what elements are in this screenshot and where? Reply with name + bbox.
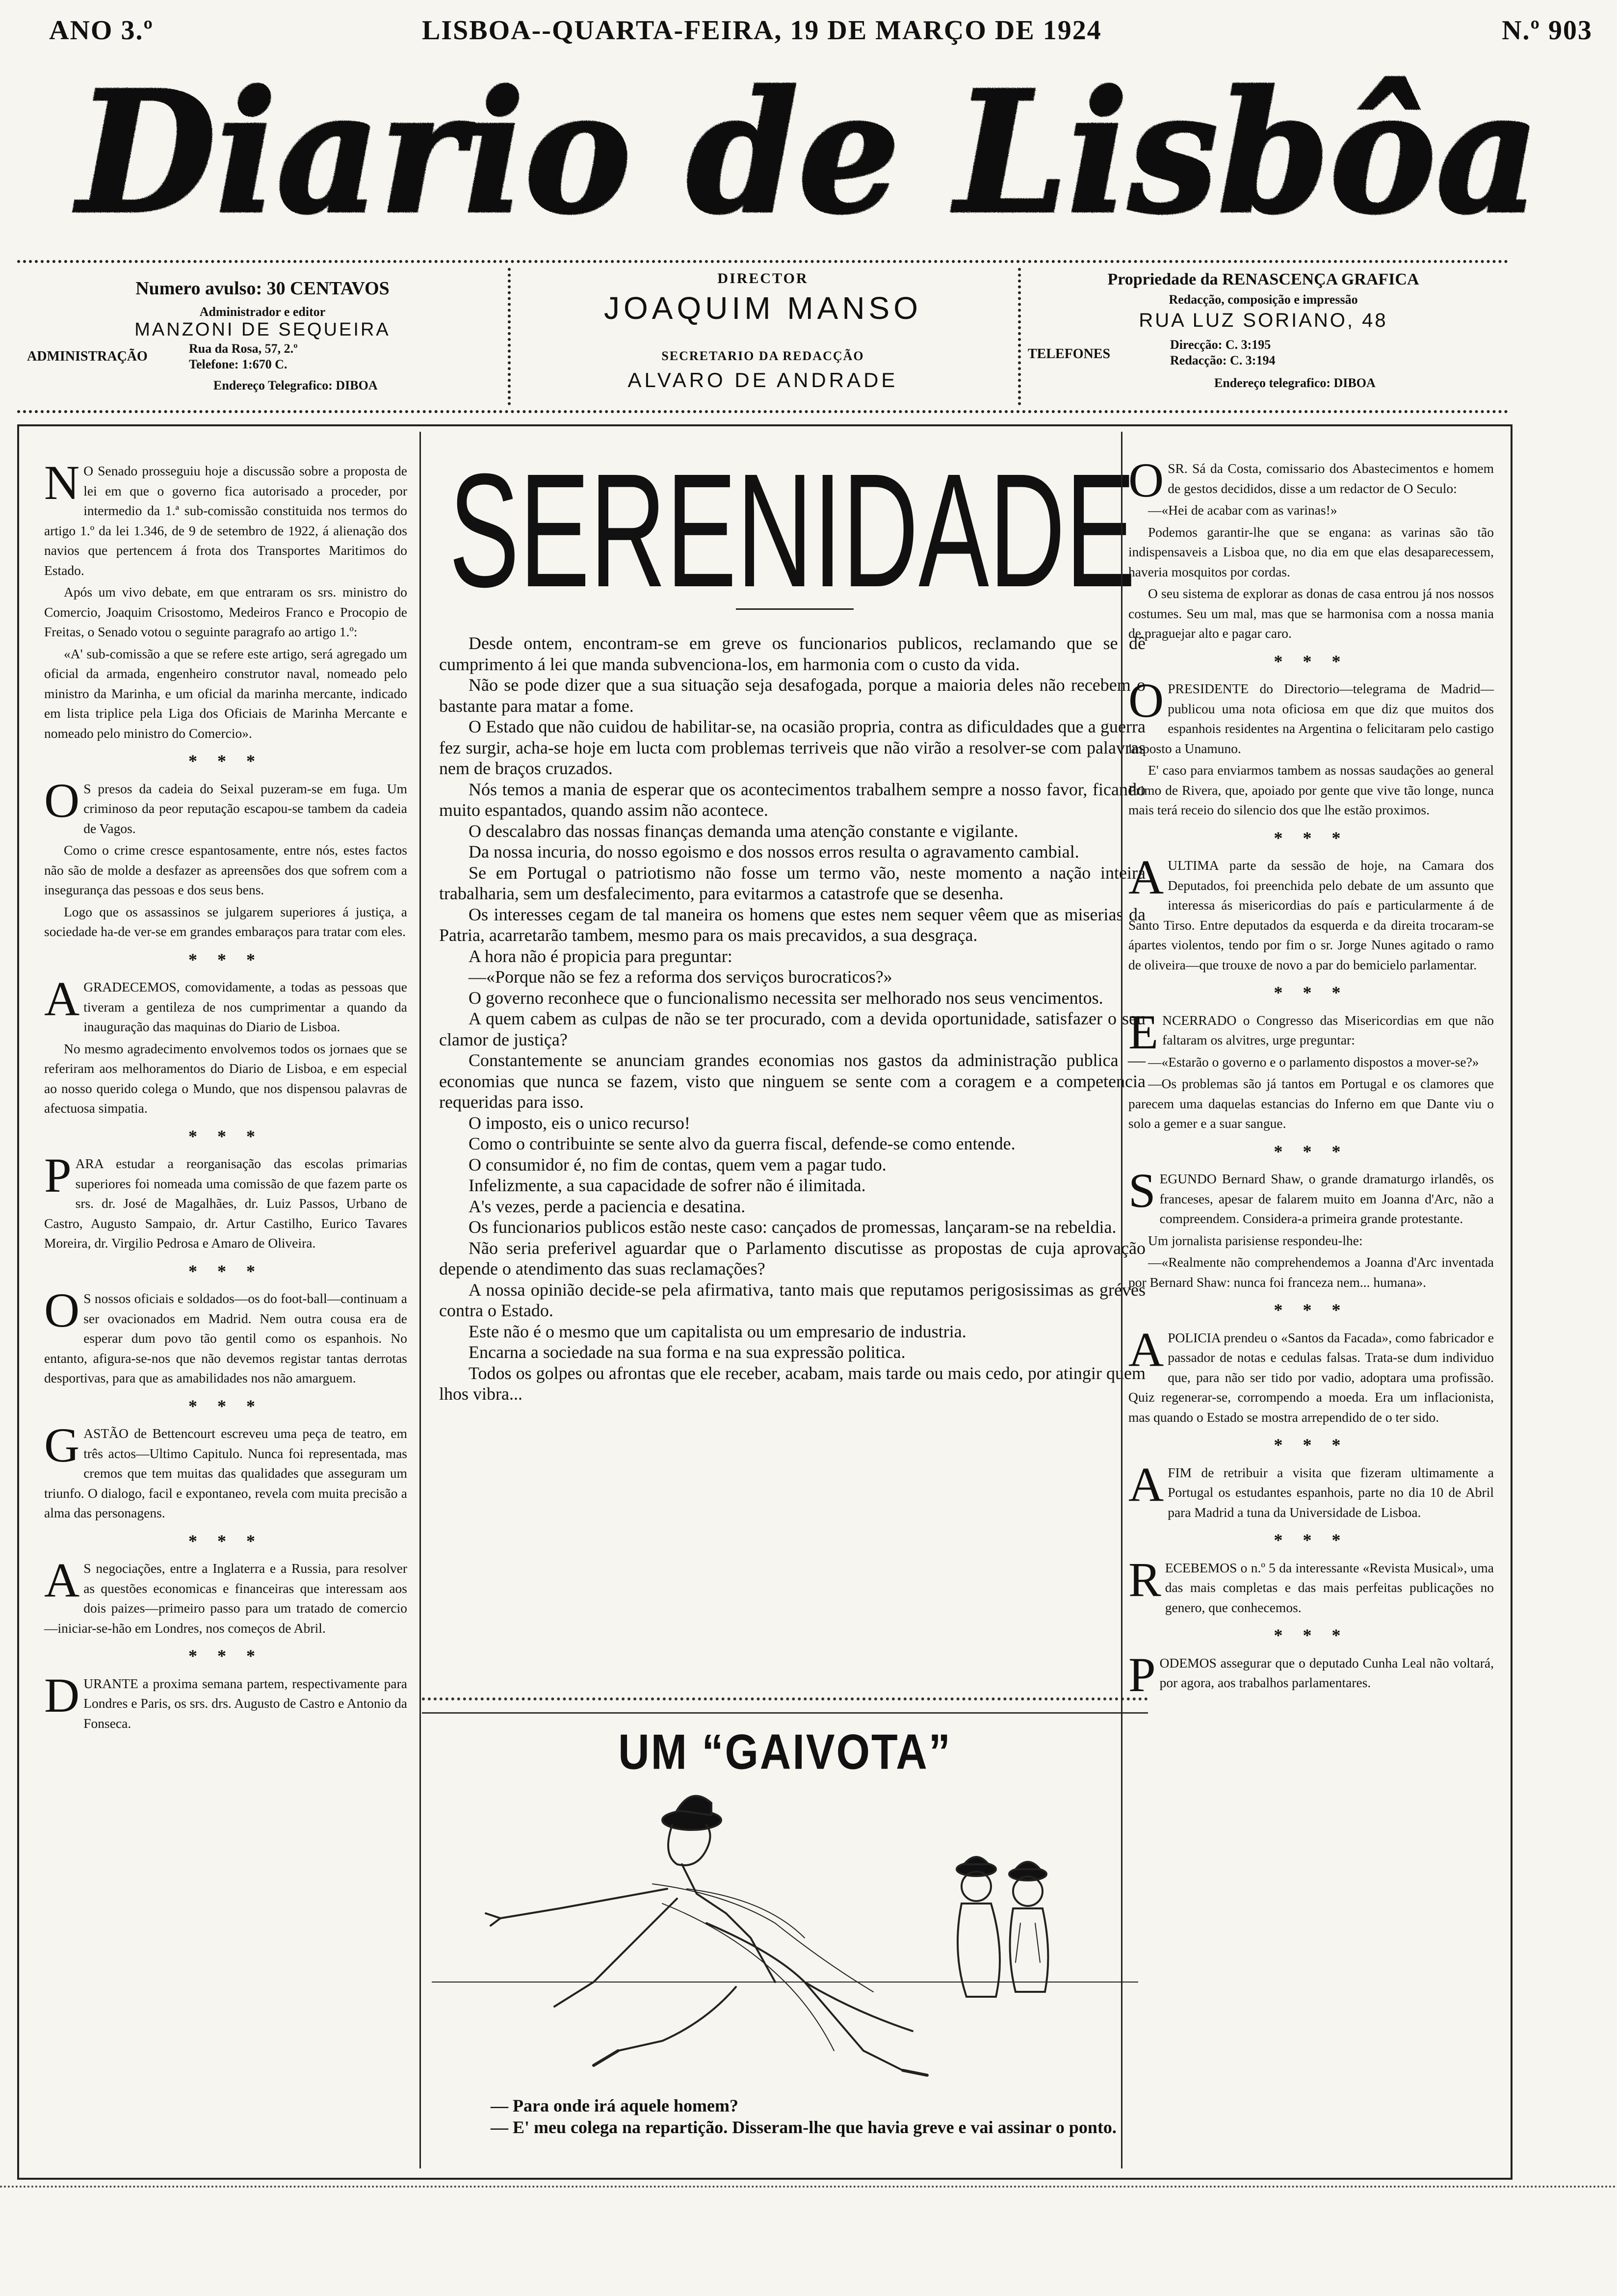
caption-line: — E' meu colega na repartição. Disseram-lhe que havia greve e vai assinar o ponto. xyxy=(491,2117,1117,2137)
drop-cap: P xyxy=(1128,1647,1156,1702)
info-left xyxy=(27,263,498,410)
drop-cap: A xyxy=(1128,1322,1164,1377)
editorial-paragraph: Como o contribuinte se sente alvo da guerra fiscal, defende-se como entende. xyxy=(469,1134,1016,1153)
news-item-text: ULTIMA parte da sessão de hoje, na Camara dos Deputados, foi preenchida pelo debate de um assunto que interessa ás misericordias do país e particularmente á de Santo Tirso. Entre deputados da esquerda e da direita trocaram-se ápartes violentos, tendo por fim o sr. Jorge Nunes agitado o ramo de oliveira—que trouxe de novo a par do bemicielo parlamentar. xyxy=(1128,858,1494,972)
drop-cap: E xyxy=(1128,1004,1159,1059)
news-item xyxy=(1128,1457,1494,1523)
news-item xyxy=(44,1418,407,1523)
admin-address: Rua da Rosa, 57, 2.º xyxy=(189,341,298,356)
editorial-title-text: SERENIDADE xyxy=(449,446,1136,603)
editorial-paragraph: Este não é o mesmo que um capitalista ou um empresario de industria. xyxy=(469,1321,966,1341)
news-paragraph: —«Estarão o governo e o parlamento dispostos a mover-se?» xyxy=(1148,1054,1479,1070)
drop-cap: A xyxy=(1128,850,1164,904)
drop-cap: R xyxy=(1128,1552,1161,1607)
admin-phone: Telefone: 1:670 C. xyxy=(189,357,287,371)
dateline: LISBOA--QUARTA-FEIRA, 19 DE MARÇO DE 1924 xyxy=(422,15,1102,46)
news-item xyxy=(44,1668,407,1734)
editorial-paragraph: A's vezes, perde a paciencia e desatina. xyxy=(469,1196,746,1216)
section-separator: * * * xyxy=(188,1396,263,1416)
redaction-address: RUA LUZ SORIANO, 48 xyxy=(1139,310,1388,331)
editorial-paragraph: O Estado que não cuidou de habilitar-se, na ocasião propria, contra as dificuldades que a guerra fez surgir, acha-se hoje em lucta com problemas terriveis que não virão a resolver-se com palavras nem de braços cruzados. xyxy=(439,717,1146,778)
section-separator: * * * xyxy=(1274,1625,1349,1645)
editorial-paragraph: O imposto, eis o unico recurso! xyxy=(469,1113,690,1133)
admin-label: Administrador e editor xyxy=(199,305,326,319)
editorial-paragraph: Encarna a sociedade na sua forma e na sua expressão politica. xyxy=(469,1342,906,1362)
director-name: JOAQUIM MANSO xyxy=(603,290,922,326)
news-item xyxy=(44,1283,407,1388)
phone-direction: Direcção: C. 3:195 xyxy=(1170,338,1271,352)
masthead xyxy=(0,49,1617,260)
editorial-paragraph: Não se pode dizer que a sua situação seja desafogada, porque a maioria deles não recebem o bastante para matar a fome. xyxy=(439,675,1146,716)
section-separator: * * * xyxy=(188,1261,263,1281)
info-separator xyxy=(1018,268,1021,405)
news-paragraph: Logo que os assassinos se julgarem superiores á justiça, a sociedade ha-de ver-se em grandes embaraços para tratar com eles. xyxy=(44,904,407,939)
editorial-paragraph: Se em Portugal o patriotismo não fosse um termo vão, neste momento a nação inteira trabalharia, sem um desfalecimento, para evitarmos a catastrofe que se desenha. xyxy=(439,862,1146,903)
section-separator: * * * xyxy=(188,751,263,771)
info-center xyxy=(518,263,1008,410)
news-item xyxy=(1128,1552,1494,1618)
admin-telegraph: Endereço Telegrafico: DIBOA xyxy=(213,378,378,392)
section-separator: * * * xyxy=(1274,1300,1349,1320)
volume-year: ANO 3.º xyxy=(49,15,154,46)
price: Numero avulso: 30 CENTAVOS xyxy=(135,278,390,299)
news-item xyxy=(1128,1647,1494,1702)
column-rule xyxy=(419,432,421,2168)
news-item-text: S negociações, entre a Inglaterra e a Russia, para resolver as questões economicas e financeiras que interessam aos dois paizes—primeiro passo para um tratado de comercio—iniciar-se-hão em Londres, nos começos de Abril. xyxy=(44,1561,407,1636)
drop-cap: S xyxy=(1128,1163,1156,1218)
drop-cap: A xyxy=(44,1553,80,1607)
editorial-paragraph: Não seria preferivel aguardar que o Parlamento discutisse as propostas de cuja aprovação depende o atendimento das suas reclamações? xyxy=(439,1238,1146,1278)
telefones-label: TELEFONES xyxy=(1028,346,1111,362)
news-paragraph: «A' sub-comissão a que se refere este artigo, será agregado um oficial da armada, engenheiro construtor naval, nomeado pelo ministro da Marinha, e um oficial da marinha mercante, indicado em lista triplice pela Liga dos Oficiais de Marinha Mercante e nomeado pelo ministro do Comercio». xyxy=(44,646,407,741)
footer-rule xyxy=(0,2186,1617,2188)
editorial-paragraph: Da nossa incuria, do nosso egoismo e dos nossos erros resulta o agravamento cambial. xyxy=(469,842,1079,861)
news-paragraph: Após um vivo debate, em que entraram os srs. ministro do Comercio, Joaquim Crisostomo, Medeiros Franco e Procopio de Freitas, o Senado votou o seguinte paragrafo ao artigo 1.º: xyxy=(44,584,407,639)
news-item-text: PRESIDENTE do Directorio—telegrama de Madrid—publicou uma nota oficiosa em que diz que muitos dos espanhois residentes na Argentina o felicitaram pelo castigo imposto a Unamuno. xyxy=(1128,681,1494,756)
news-item-text: ECEBEMOS o n.º 5 da interessante «Revista Musical», uma das mais completas e das mais perfeitas publicações no genero, que conhecemos. xyxy=(1165,1560,1494,1615)
title-rule xyxy=(736,608,854,610)
issue-number: N.º 903 xyxy=(1502,15,1592,46)
news-item-text: S presos da cadeia do Seixal puzeram-se em fuga. Um criminoso da peor reputação escapou-se tambem da cadeia de Vagos. xyxy=(83,781,407,836)
editorial-paragraph: Constantemente se anunciam grandes economias nos gastos da administração publica — economias que nunca se fazem, visto que ninguem se sente com a coragem e a competencia requeridas para isso. xyxy=(439,1050,1146,1112)
masthead-title: Diario de Lisbôa xyxy=(72,55,1540,251)
editorial-paragraph: Infelizmente, a sua capacidade de sofrer não é ilimitada. xyxy=(469,1175,866,1195)
info-band xyxy=(17,260,1509,413)
cartoon-caption xyxy=(491,2095,1148,2138)
cartoon-illustration xyxy=(432,1776,1138,2090)
news-item-text: S nossos oficiais e soldados—os do foot-ball—continuam a ser ovacionados em Madrid. Nem outra cousa era de esperar dum povo tão gentil como os espanhois. No entanto, afigura-se-nos que não devemos registar tantas derrotas desportivas, para que as amabilidades nos não amarguem. xyxy=(44,1291,407,1385)
editorial-paragraph: Desde ontem, encontram-se em greve os funcionarios publicos, reclamando que se dê cumprimento á lei que manda subvenciona-los, em harmonia com o custo da vida. xyxy=(439,633,1146,674)
news-item xyxy=(1128,1322,1494,1428)
info-right xyxy=(1028,263,1499,410)
news-item xyxy=(44,455,407,580)
section-separator: * * * xyxy=(188,1531,263,1551)
news-item-text: EGUNDO Bernard Shaw, o grande dramaturgo irlandês, os franceses, apesar de falarem muito em Joanna d'Arc, não a compreendem. Considera-a primeira grande protestante. xyxy=(1159,1171,1494,1226)
info-separator xyxy=(508,268,511,405)
section-divider xyxy=(422,1697,1148,1714)
editorial-paragraph: O descalabro das nossas finanças demanda uma atenção constante e vigilante. xyxy=(469,821,1018,841)
news-paragraph: Um jornalista parisiense respondeu-lhe: xyxy=(1148,1232,1363,1248)
news-paragraph: No mesmo agradecimento envolvemos todos os jornaes que se referiram aos melhoramentos do Diario de Lisboa, e em especial ao nosso querido colega o Mundo, que nos dispensou palavras de afectuosa simpatia. xyxy=(44,1041,407,1116)
news-item xyxy=(44,773,407,839)
news-item xyxy=(1128,1163,1494,1229)
left-column xyxy=(44,455,407,1735)
column-rule xyxy=(1121,432,1122,2168)
news-item xyxy=(1128,673,1494,758)
news-item-text: ODEMOS assegurar que o deputado Cunha Leal não voltará, por agora, aos trabalhos parlamentares. xyxy=(1159,1655,1494,1690)
drop-cap: G xyxy=(44,1418,80,1472)
news-item-text: SR. Sá da Costa, comissario dos Abastecimentos e homem de gestos decididos, disse a um redactor de O Seculo: xyxy=(1168,461,1494,496)
section-separator: * * * xyxy=(188,1646,263,1666)
administracao-label: ADMINISTRAÇÃO xyxy=(27,349,148,364)
section-separator: * * * xyxy=(1274,1435,1349,1455)
news-item-text: GRADECEMOS, comovidamente, a todas as pessoas que tiveram a gentileza de nos cumprimentar a quando da inauguração das maquinas do Diario de Lisboa. xyxy=(83,979,407,1034)
news-paragraph: —Os problemas são já tantos em Portugal e os clamores que parecem uma daquelas estancias do Inferno em que Dante viu o solo a gemer e a suar sangue. xyxy=(1128,1076,1494,1131)
editorial-paragraph: A quem cabem as culpas de não se ter procurado, com a devida oportunidade, satisfazer o seu clamor de justiça? xyxy=(439,1009,1146,1049)
news-paragraph: E' caso para enviarmos tambem as nossas saudações ao general Primo de Rivera, que, apoiado por gente que vive tão longe, nunca mais terá receio do silencio dos que lhe estão proximos. xyxy=(1128,762,1494,817)
editorial-paragraph: Os interesses cegam de tal maneira os homens que estes nem sequer vêem que as miserias da Patria, acarretarão tambem, mesmo para os mais precavidos, a sua desgraça. xyxy=(439,904,1146,945)
news-paragraph: —«Realmente não comprehendemos a Joanna d'Arc inventada por Bernard Shaw: nunca foi franceza nem... humana». xyxy=(1128,1254,1494,1290)
news-item-text: FIM de retribuir a visita que fizeram ultimamente a Portugal os estudantes espanhois, parte no dia 10 de Abril para Madrid a tuna da Universidade de Lisboa. xyxy=(1168,1464,1494,1520)
caption-line: — Para onde irá aquele homem? xyxy=(491,2096,738,2115)
news-item-text: O Senado prosseguiu hoje a discussão sobre a proposta de lei em que o governo fica autorisado a proceder, por intermedio da 1.ª sub-comissão constituida nos termos do artigo 1.º da lei 1.346, de 9 de setembro de 1922, á alienação dos navios que pertencem á frota dos Transportes Maritimos do Estado. xyxy=(44,463,407,578)
services: Redacção, composição e impressão xyxy=(1169,292,1358,307)
director-label: DIRECTOR xyxy=(717,270,808,287)
editorial-paragraph: Os funcionarios publicos estão neste caso: cançados de promessas, lançaram-se na rebeldia. xyxy=(469,1217,1117,1237)
section-separator: * * * xyxy=(1274,1141,1349,1161)
editorial-paragraph: A hora não é propicia para preguntar: xyxy=(469,946,732,966)
section-separator: * * * xyxy=(1274,983,1349,1002)
phone-redaction: Redacção: C. 3:194 xyxy=(1170,353,1276,367)
news-item xyxy=(1128,1004,1494,1059)
section-separator: * * * xyxy=(1274,1530,1349,1550)
editorial-paragraph: A nossa opinião decide-se pela afirmativa, tanto mais que reputamos perigosissimas as gréves contra o Estado. xyxy=(439,1279,1146,1320)
drop-cap: P xyxy=(44,1148,72,1202)
editorial-paragraph: O consumidor é, no fim de contas, quem vem a pagar tudo. xyxy=(469,1154,887,1174)
drop-cap: A xyxy=(1128,1457,1164,1512)
editorial-title xyxy=(439,446,1146,603)
drop-cap: D xyxy=(44,1668,80,1722)
news-paragraph: Podemos garantir-lhe que se engana: as varinas são tão indispensaveis a Lisboa que, no dia em que elas desaparecessem, haveria mosquitos por cordas. xyxy=(1128,524,1494,579)
news-item xyxy=(1128,850,1494,975)
drop-cap: O xyxy=(44,773,80,828)
news-paragraph: —«Hei de acabar com as varinas!» xyxy=(1148,502,1337,518)
news-item-text: POLICIA prendeu o «Santos da Facada», como fabricador e passador de notas e cedulas falsas. Trata-se dum individuo que, para não ser tido por vadio, adoptara uma profissão. Quiz regenerar-se, corrompendo a moeda. Era um inflacionista, mas quando o Estado se mostra arrependido de o ter sido. xyxy=(1128,1330,1494,1425)
running-man-figure xyxy=(486,1796,927,2075)
redaction-telegraph: Endereço telegrafico: DIBOA xyxy=(1214,376,1376,390)
drop-cap: N xyxy=(44,455,80,510)
editorial-paragraph: —«Porque não se fez a reforma dos serviços burocraticos?» xyxy=(469,967,892,987)
news-item-text: ARA estudar a reorganisação das escolas primarias superiores foi nomeada uma comissão de que fazem parte os srs. dr. José de Magalhães, dr. Luiz Passos, Urbano de Castro, Augusto Sampaio, dr. Artur Castilho, Eurico Tavares Moreira, dr. Virgilio Pedrosa e Amaro de Oliveira. xyxy=(44,1156,407,1251)
cartoon-title: UM “GAIVOTA” xyxy=(618,1723,952,1780)
editorial-body xyxy=(439,633,1146,1405)
drop-cap: O xyxy=(1128,453,1164,507)
news-item-text: NCERRADO o Congresso das Misericordias em que não faltaram os alvitres, urge preguntar: xyxy=(1162,1012,1494,1047)
secretary-label: SECRETARIO DA REDACÇÃO xyxy=(661,349,864,363)
editorial-paragraph: Todos os golpes ou afrontas que ele receber, acabam, mais tarde ou mais cedo, por atingir quem lhos vibra... xyxy=(439,1363,1146,1404)
drop-cap: A xyxy=(44,971,80,1026)
section-separator: * * * xyxy=(188,949,263,969)
section-separator: * * * xyxy=(1274,651,1349,671)
masthead-logo xyxy=(0,49,1617,260)
section-separator: * * * xyxy=(1274,828,1349,848)
news-item xyxy=(44,1553,407,1638)
news-item-text: URANTE a proxima semana partem, respectivamente para Londres e Paris, os srs. drs. Augusto de Castro e Antonio da Fonseca. xyxy=(83,1675,407,1731)
section-separator: * * * xyxy=(188,1126,263,1146)
news-item-text: ASTÃO de Bettencourt escreveu uma peça de teatro, em três actos—Ultimo Capitulo. Nunca foi representada, mas cremos que tem muitas das qualidades que asseguram um triunfo. O dialogo, facil e expontaneo, revela com muita precisão a alma das personagens. xyxy=(44,1426,407,1520)
drop-cap: O xyxy=(1128,673,1164,728)
admin-name: MANZONI DE SEQUEIRA xyxy=(134,319,391,340)
onlookers-figure xyxy=(957,1857,1048,1997)
news-paragraph: O seu sistema de explorar as donas de casa entrou já nos nossos costumes. Seu um mal, mas que se harmonisa com a nossa mania de praguejar alto e pagar caro. xyxy=(1128,586,1494,641)
secretary-name: ALVARO DE ANDRADE xyxy=(627,368,898,391)
news-item xyxy=(44,971,407,1037)
news-item xyxy=(1128,453,1494,507)
news-paragraph: Como o crime cresce espantosamente, entre nós, estes factos não são de molde a desfazer as apreensões dos que sofrem com a insegurança das pessoas e dos seus bens. xyxy=(44,842,407,897)
news-item xyxy=(44,1148,407,1253)
right-column xyxy=(1128,453,1494,1702)
editorial-paragraph: Nós temos a mania de esperar que os acontecimentos trabalhem sempre a nosso favor, ficando muito espantados, quando assim não acontece. xyxy=(439,779,1146,820)
drop-cap: O xyxy=(44,1283,80,1337)
editorial-paragraph: O governo reconhece que o funcionalismo necessita ser melhorado nos seus vencimentos. xyxy=(469,988,1103,1008)
owner: Propriedade da RENASCENÇA GRAFICA xyxy=(1107,270,1419,288)
